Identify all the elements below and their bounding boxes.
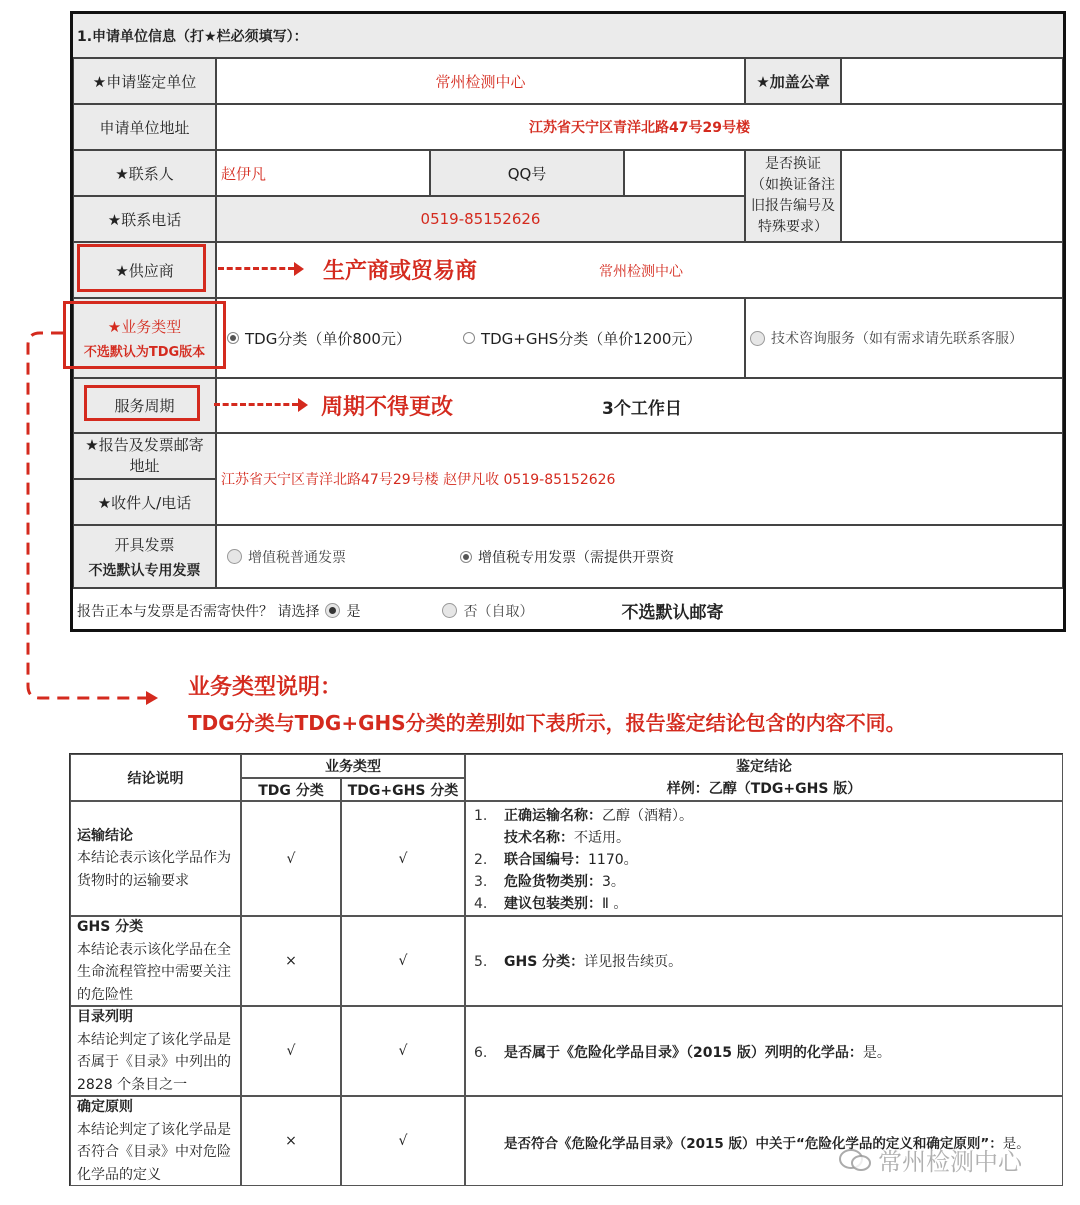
applicant-field[interactable]: 常州检测中心 — [216, 58, 745, 104]
radio-icon[interactable] — [460, 551, 472, 563]
header-sample: 样例：乙醇（TDG+GHS 版） — [666, 780, 862, 797]
qq-label: QQ号 — [430, 150, 624, 196]
phone-field[interactable]: 0519-85152626 — [216, 196, 745, 242]
express-no-label: 否（自取） — [463, 603, 534, 620]
option-consult-label: 技术咨询服务（如有需求请先联系客服） — [771, 331, 1023, 347]
business-default-note: 不选默认为TDG版本 — [83, 345, 206, 360]
radio-icon[interactable] — [463, 332, 475, 344]
renew-label — [745, 150, 841, 242]
period-arrow-line — [214, 403, 298, 406]
conclusion-cell — [70, 801, 241, 916]
result-item: 3. 危险货物类别：3。 — [474, 874, 625, 890]
radio-icon[interactable] — [227, 549, 242, 564]
business-highlight-box — [63, 301, 226, 369]
conclusion-desc: 本结论表示该化学品在全生命流程管控中需要关注的危险性 — [77, 941, 231, 1003]
express-yes[interactable] — [325, 601, 360, 621]
qq-field[interactable] — [624, 150, 745, 196]
result-item: 6. 是否属于《危险化学品目录》（2015 版）列明的化学品：是。 — [474, 1045, 891, 1061]
conclusion-title: 目录列明 — [77, 1009, 133, 1025]
result-item: 是否符合《危险化学品目录》（2015 版）中关于“危险化学品的定义和确定原则”：是。 — [504, 1136, 1030, 1152]
wechat-icon — [838, 1148, 872, 1172]
option-tdg-ghs[interactable] — [463, 328, 702, 349]
seal-label: ★加盖公章 — [745, 58, 841, 104]
conclusion-cell — [70, 1006, 241, 1096]
supplier-label: ★供应商 — [73, 242, 216, 298]
invoice-label: 开具发票 — [114, 535, 175, 554]
conclusion-desc: 本结论表示该化学品作为货物时的运输要求 — [77, 850, 231, 889]
tdg-mark: × — [241, 916, 341, 1006]
phone-label: ★联系电话 — [73, 196, 216, 242]
comparison-table — [69, 753, 1063, 1186]
renew-line: 特殊要求） — [758, 219, 828, 235]
business-label: ★业务类型 — [107, 318, 182, 336]
ghs-mark: √ — [341, 801, 465, 916]
option-normal-invoice[interactable] — [227, 547, 346, 567]
address-label: 申请单位地址 — [73, 104, 216, 150]
supplier-arrow-line — [218, 267, 294, 270]
tdg-mark: × — [241, 1096, 341, 1186]
tdg-mark: √ — [241, 801, 341, 916]
contact-label: ★联系人 — [73, 150, 216, 196]
result-item: 技术名称：不适用。 — [504, 830, 630, 846]
express-row — [73, 588, 1063, 632]
result-item: 2. 联合国编号：1170。 — [474, 852, 638, 868]
conclusion-title: 确定原则 — [77, 1099, 133, 1115]
ghs-mark: √ — [341, 1096, 465, 1186]
option-tdg-ghs-label: TDG+GHS分类（单价1200元） — [480, 329, 702, 348]
result-item: 1. 正确运输名称：乙醇（酒精）。 — [474, 808, 693, 824]
renew-line: （如换证备注 — [751, 177, 835, 193]
arrow-right-icon — [294, 262, 304, 276]
option-tdg-label: TDG分类（单价800元） — [245, 329, 411, 348]
header-business: 业务类型 — [241, 754, 465, 778]
address-field[interactable]: 江苏省天宁区青洋北路47号29号楼 — [216, 104, 1063, 150]
express-default-note: 不选默认邮寄 — [621, 603, 724, 623]
result-item: 4. 建议包装类别：Ⅱ 。 — [474, 896, 628, 912]
header-result-title: 鉴定结论 — [736, 758, 792, 775]
applicant-label: ★申请鉴定单位 — [73, 58, 216, 104]
arrow-head-icon — [146, 691, 158, 705]
conclusion-desc: 本结论判定了该化学品是否符合《目录》中对危险化学品的定义 — [77, 1121, 231, 1183]
receiver-label: ★收件人/电话 — [73, 479, 216, 525]
result-cell — [465, 916, 1063, 1006]
option-special-invoice[interactable] — [460, 547, 674, 567]
option-consult[interactable] — [745, 298, 1063, 378]
renew-line: 是否换证 — [765, 156, 821, 172]
invoice-default-note: 不选默认专用发票 — [88, 562, 201, 579]
ghs-mark: √ — [341, 1006, 465, 1096]
arrow-right-icon — [298, 398, 308, 412]
header-conclusion: 结论说明 — [70, 754, 241, 801]
radio-icon[interactable] — [227, 332, 239, 344]
radio-icon[interactable] — [325, 603, 340, 618]
watermark — [838, 1142, 1022, 1177]
invoice-options — [216, 525, 1063, 588]
period-note: 周期不得更改 — [321, 395, 454, 420]
express-question: 报告正本与发票是否需寄快件？ 请选择 — [77, 603, 320, 620]
option-normal-invoice-label: 增值税普通发票 — [248, 549, 346, 566]
explain-text: TDG分类与TDG+GHS分类的差别如下表所示，报告鉴定结论包含的内容不同。 — [188, 711, 906, 735]
option-tdg[interactable] — [227, 328, 411, 349]
express-yes-label: 是 — [346, 603, 361, 620]
radio-icon[interactable] — [750, 331, 765, 346]
mail-field[interactable]: 江苏省天宁区青洋北路47号29号楼 赵伊凡收 0519-85152626 — [216, 433, 1063, 525]
period-highlight-box — [84, 385, 200, 421]
header-tdg: TDG 分类 — [241, 778, 341, 801]
renew-line: 旧报告编号及 — [751, 198, 835, 214]
header-result — [465, 754, 1063, 801]
business-options — [216, 298, 745, 378]
conclusion-cell — [70, 1096, 241, 1186]
supplier-highlight-box — [77, 244, 206, 292]
section-title: 1.申请单位信息（打★栏必须填写）： — [73, 14, 1063, 58]
renew-field[interactable] — [841, 150, 1063, 242]
option-special-invoice-label: 增值税专用发票（需提供开票资 — [478, 549, 674, 566]
express-no[interactable] — [442, 601, 533, 621]
radio-icon[interactable] — [442, 603, 457, 618]
result-cell — [465, 801, 1063, 916]
result-item: 5. GHS 分类：详见报告续页。 — [474, 954, 683, 970]
mail-label: ★报告及发票邮寄地址 — [73, 433, 216, 479]
supplier-value: 常州检测中心 — [599, 264, 683, 280]
watermark-text: 常州检测中心 — [878, 1148, 1022, 1176]
header-tdg-ghs: TDG+GHS 分类 — [341, 778, 465, 801]
contact-field[interactable]: 赵伊凡 — [216, 150, 430, 196]
invoice-label-cell — [73, 525, 216, 588]
conclusion-desc: 本结论判定了该化学品是否属于《目录》中列出的 2828 个条目之一 — [77, 1031, 231, 1093]
conclusion-title: 运输结论 — [77, 827, 133, 844]
conclusion-title: GHS 分类 — [77, 919, 144, 935]
tdg-mark: √ — [241, 1006, 341, 1096]
supplier-note: 生产商或贸易商 — [323, 259, 478, 284]
conclusion-cell — [70, 916, 241, 1006]
result-cell — [465, 1006, 1063, 1096]
period-value: 3个工作日 — [602, 399, 682, 419]
period-label: 服务周期 — [73, 378, 216, 433]
ghs-mark: √ — [341, 916, 465, 1006]
seal-field[interactable] — [841, 58, 1063, 104]
explain-title: 业务类型说明： — [188, 675, 343, 700]
